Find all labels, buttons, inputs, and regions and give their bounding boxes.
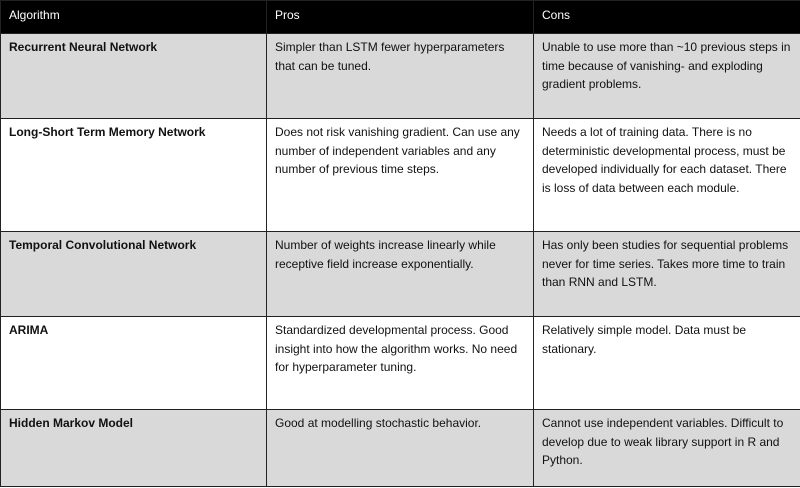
algorithm-cell: Temporal Convolutional Network <box>1 232 267 317</box>
cons-cell: Needs a lot of training data. There is no deterministic developmental process, must be developed individually for each dataset. There is loss of data between each module. <box>534 119 800 232</box>
table-row <box>1 119 800 232</box>
pros-cell: Good at modelling stochastic behavior. <box>267 410 534 487</box>
cons-cell: Has only been studies for sequential problems never for time series. Takes more time to train than RNN and LSTM. <box>534 232 800 317</box>
header-algorithm: Algorithm <box>1 1 267 34</box>
header-row <box>1 1 800 34</box>
algorithm-cell: Recurrent Neural Network <box>1 34 267 119</box>
pros-cell: Number of weights increase linearly while receptive field increase exponentially. <box>267 232 534 317</box>
table-row <box>1 317 800 410</box>
pros-cell: Simpler than LSTM fewer hyperparameters that can be tuned. <box>267 34 534 119</box>
table-body <box>1 34 800 487</box>
cons-cell: Relatively simple model. Data must be stationary. <box>534 317 800 410</box>
pros-cell: Standardized developmental process. Good insight into how the algorithm works. No need for hyperparameter tuning. <box>267 317 534 410</box>
header-cons: Cons <box>534 1 800 34</box>
cons-cell: Cannot use independent variables. Difficult to develop due to weak library support in R and Python. <box>534 410 800 487</box>
algorithm-cell: ARIMA <box>1 317 267 410</box>
table-row <box>1 34 800 119</box>
algorithm-cell: Hidden Markov Model <box>1 410 267 487</box>
table-header <box>1 1 800 34</box>
table-row <box>1 232 800 317</box>
header-pros: Pros <box>267 1 534 34</box>
pros-cell: Does not risk vanishing gradient. Can use any number of independent variables and any number of previous time steps. <box>267 119 534 232</box>
table-row <box>1 410 800 487</box>
cons-cell: Unable to use more than ~10 previous steps in time because of vanishing- and exploding gradient problems. <box>534 34 800 119</box>
algorithm-cell: Long-Short Term Memory Network <box>1 119 267 232</box>
